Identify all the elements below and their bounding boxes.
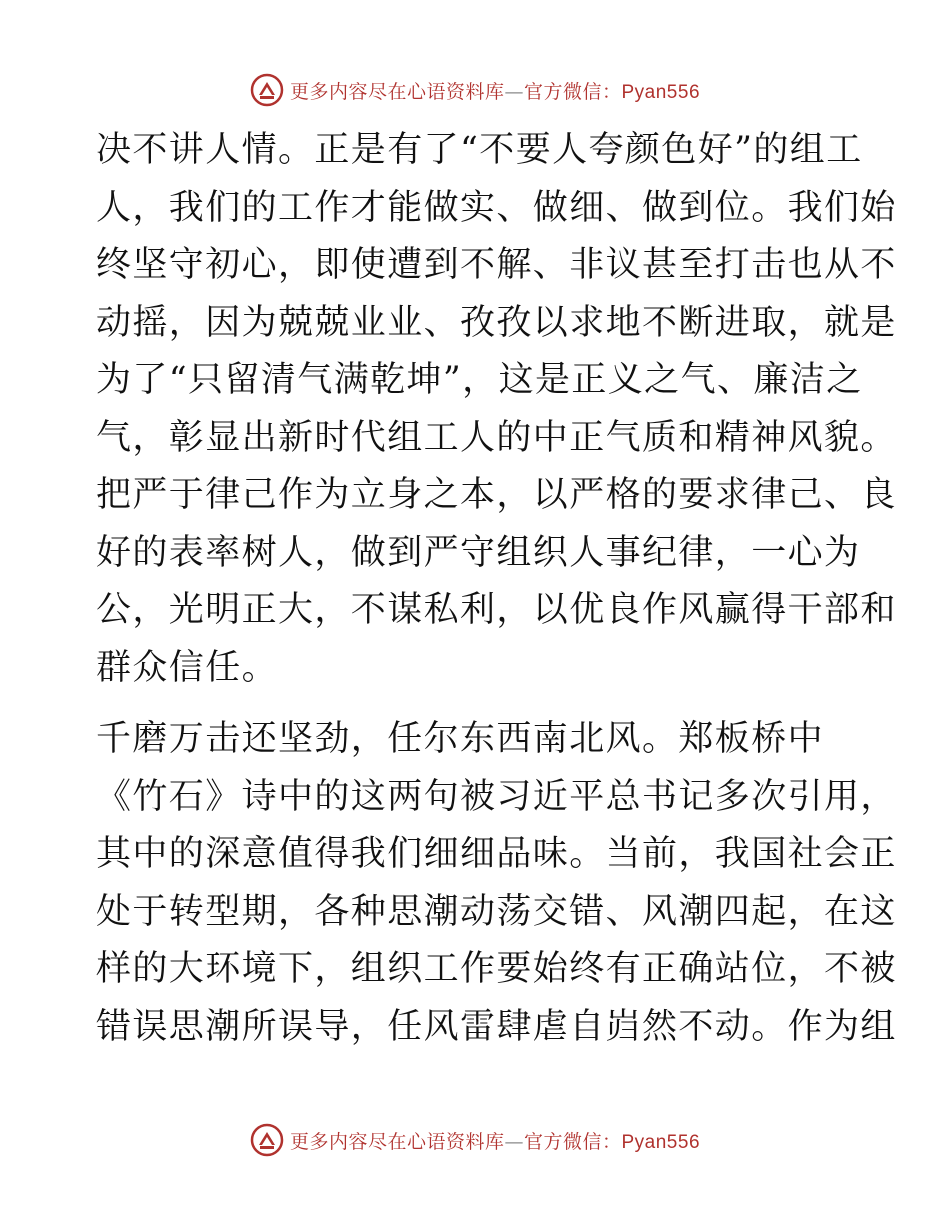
footer-watermark <box>0 1122 950 1158</box>
text-line: 其中的深意值得我们细细品味。当前，我国社会正 <box>96 834 897 874</box>
text-line: 公，光明正大，不谋私利，以优良作风赢得干部和 <box>96 590 897 630</box>
watermark-separator: — <box>504 80 524 103</box>
text-line: 好的表率树人，做到严守组织人事纪律，一心为 <box>96 532 861 573</box>
text-line: 为了“只留清气满乾坤”，这是正义之气、廉洁之 <box>96 360 863 400</box>
text-line: 气，彰显出新时代组工人的中正气质和精神风貌。 <box>96 417 897 458</box>
text-line: 终坚守初心，即使遭到不解、非议甚至打击也从不 <box>96 245 897 285</box>
text-line: 错误思潮所误导，任风雷肆虐自岿然不动。作为组 <box>96 1006 897 1047</box>
text-line: 决不讲人情。正是有了“不要人夸颜色好”的组工 <box>96 130 863 170</box>
paragraph-1 <box>96 122 897 697</box>
document-body <box>96 122 897 1056</box>
red-book-logo-icon <box>250 1123 284 1157</box>
watermark-separator: — <box>504 1130 524 1153</box>
text-line: 动摇，因为兢兢业业、孜孜以求地不断进取，就是 <box>96 302 897 343</box>
text-line: 样的大环境下，组织工作要始终有正确站位，不被 <box>96 949 897 989</box>
watermark-text <box>290 1127 700 1154</box>
watermark-account: Pyan556 <box>621 81 701 103</box>
red-book-logo-icon <box>250 73 284 107</box>
text-line: 把严于律己作为立身之本，以严格的要求律己、良 <box>96 475 897 515</box>
watermark-site-name: 更多内容尽在心语资料库 <box>289 1130 505 1153</box>
watermark-wechat-label: 官方微信： <box>523 80 622 103</box>
text-line: 《竹石》诗中的这两句被习近平总书记多次引用， <box>96 776 897 817</box>
watermark-account: Pyan556 <box>621 1131 701 1153</box>
watermark-wechat-label: 官方微信： <box>523 1130 622 1153</box>
text-line: 处于转型期，各种思潮动荡交错、风潮四起，在这 <box>96 891 897 932</box>
watermark-site-name: 更多内容尽在心语资料库 <box>289 80 505 103</box>
header-watermark <box>0 72 950 108</box>
text-line: 群众信任。 <box>96 647 279 688</box>
watermark-text <box>290 77 700 104</box>
paragraph-2 <box>96 711 897 1056</box>
text-line: 千磨万击还坚劲，任尔东西南北风。郑板桥中 <box>96 719 825 759</box>
text-line: 人，我们的工作才能做实、做细、做到位。我们始 <box>96 187 897 228</box>
